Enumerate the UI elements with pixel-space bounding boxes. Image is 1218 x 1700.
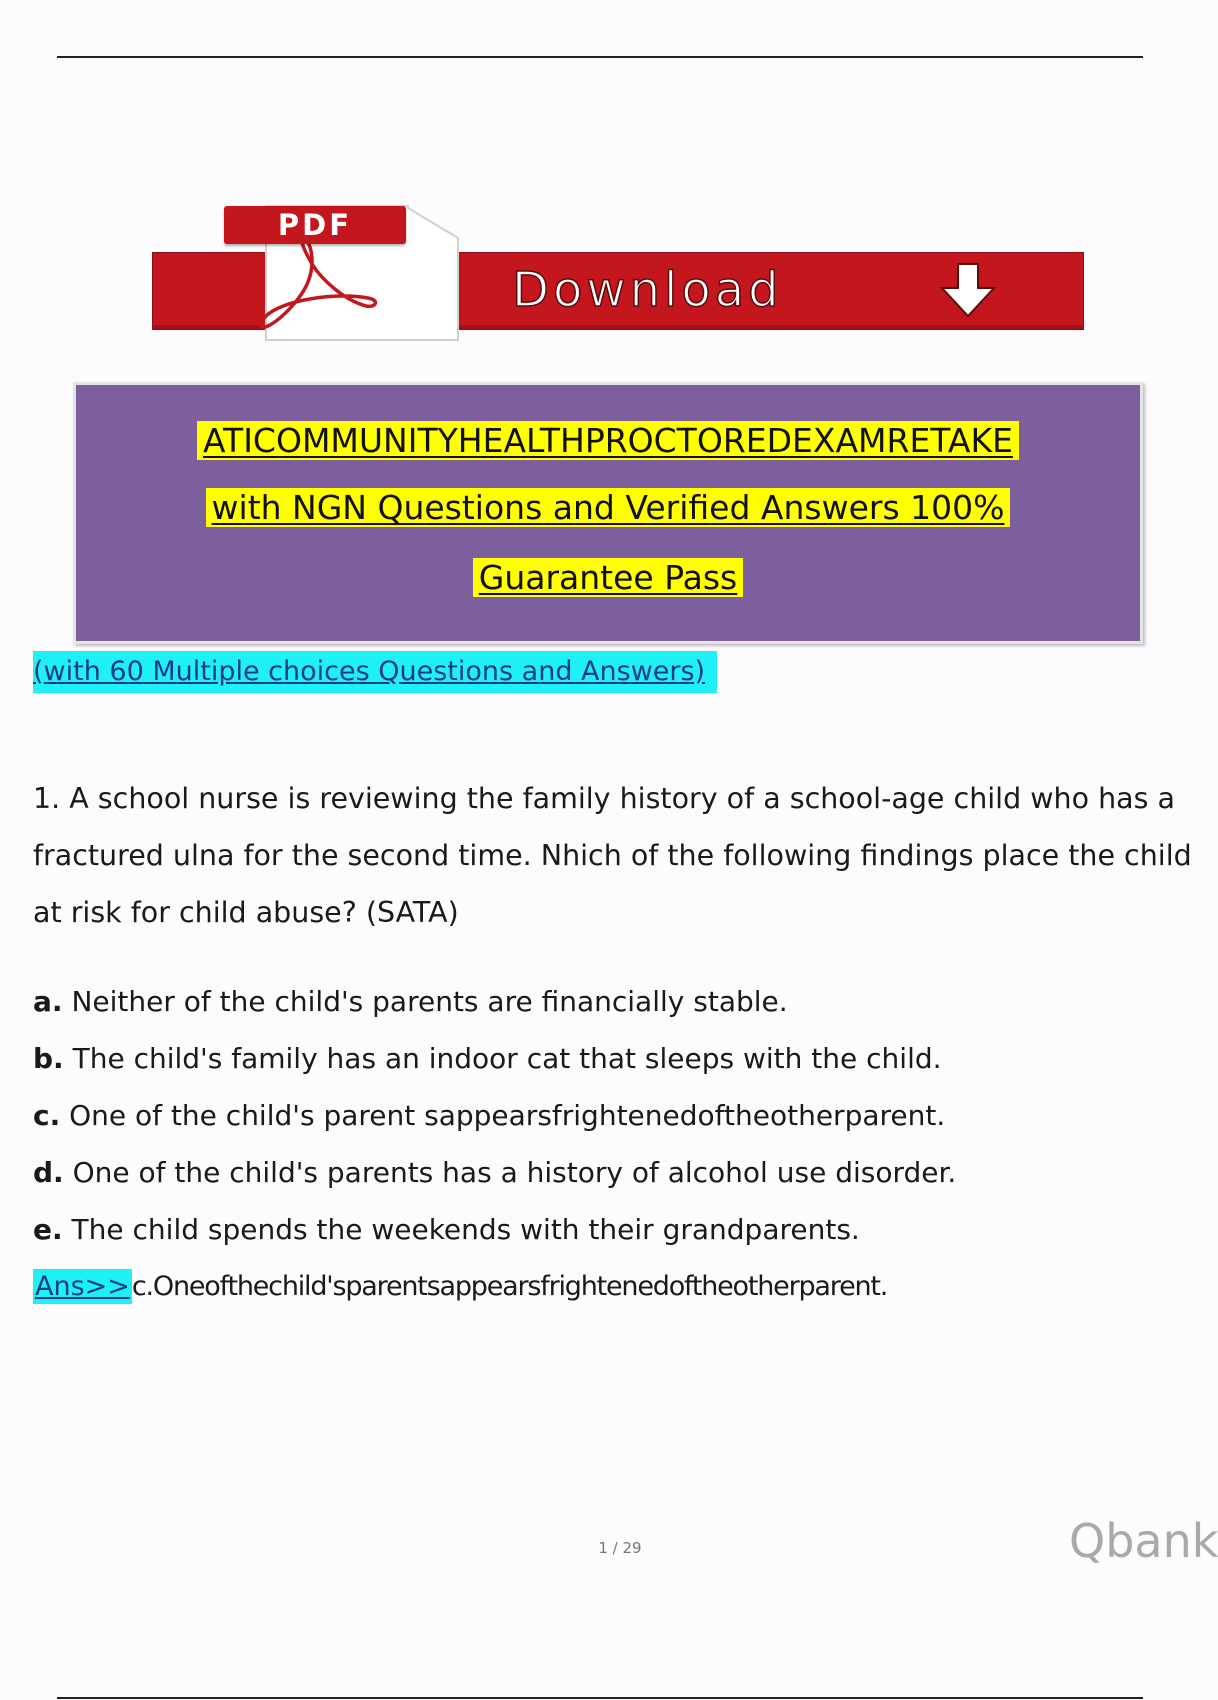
option-c bbox=[33, 1087, 1153, 1144]
option-text: One of the child's parent sappearsfrightenedoftheotherparent. bbox=[69, 1099, 946, 1132]
option-d bbox=[33, 1144, 1153, 1201]
page-number: 1 / 29 bbox=[598, 1539, 642, 1557]
option-letter: d. bbox=[33, 1156, 64, 1189]
download-arrow-icon[interactable] bbox=[936, 262, 1000, 320]
answer-tag: Ans>> bbox=[35, 1271, 130, 1302]
subtitle: (with 60 Multiple choices Questions and Answers) bbox=[33, 651, 717, 693]
option-text: The child spends the weekends with their grandparents. bbox=[71, 1213, 860, 1246]
option-b bbox=[33, 1030, 1153, 1087]
title-box bbox=[73, 382, 1143, 644]
question-text bbox=[33, 770, 1200, 941]
title-text-2: with NGN Questions and Verified Answers 100% bbox=[206, 488, 1011, 527]
option-letter: e. bbox=[33, 1213, 63, 1246]
pdf-label: PDF bbox=[224, 206, 406, 244]
answer-options bbox=[33, 973, 1153, 1258]
title-line-3 bbox=[76, 556, 1140, 600]
option-letter: a. bbox=[33, 985, 63, 1018]
option-e bbox=[33, 1201, 1153, 1258]
bottom-rule bbox=[57, 1697, 1143, 1699]
title-text-3: Guarantee Pass bbox=[473, 558, 743, 597]
option-text: Neither of the child's parents are financially stable. bbox=[71, 985, 788, 1018]
option-text: One of the child's parents has a history of alcohol use disorder. bbox=[72, 1156, 957, 1189]
answer-text: c.Oneofthechild'sparentsappearsfrightenedoftheotherparent. bbox=[131, 1271, 888, 1302]
title-line-2 bbox=[76, 486, 1140, 530]
option-letter: c. bbox=[33, 1099, 61, 1132]
pdf-download-banner[interactable] bbox=[150, 200, 1084, 340]
question-line: fractured ulna for the second time. Nhich of the following findings place the child bbox=[33, 839, 1192, 872]
answer-line bbox=[33, 1262, 887, 1312]
download-label[interactable]: Download bbox=[512, 262, 783, 318]
title-line-1 bbox=[76, 419, 1140, 463]
option-a bbox=[33, 973, 1153, 1030]
watermark: Qbank bbox=[1069, 1514, 1218, 1568]
question-line: at risk for child abuse? (SATA) bbox=[33, 896, 459, 929]
pdf-document-icon bbox=[216, 200, 408, 340]
title-text-1: ATICOMMUNITYHEALTHPROCTOREDEXAMRETAKE bbox=[197, 421, 1019, 460]
top-rule bbox=[57, 56, 1143, 58]
question-line: 1. A school nurse is reviewing the family history of a school-age child who has a bbox=[33, 782, 1176, 815]
option-text: The child's family has an indoor cat that sleeps with the child. bbox=[72, 1042, 942, 1075]
option-letter: b. bbox=[33, 1042, 64, 1075]
